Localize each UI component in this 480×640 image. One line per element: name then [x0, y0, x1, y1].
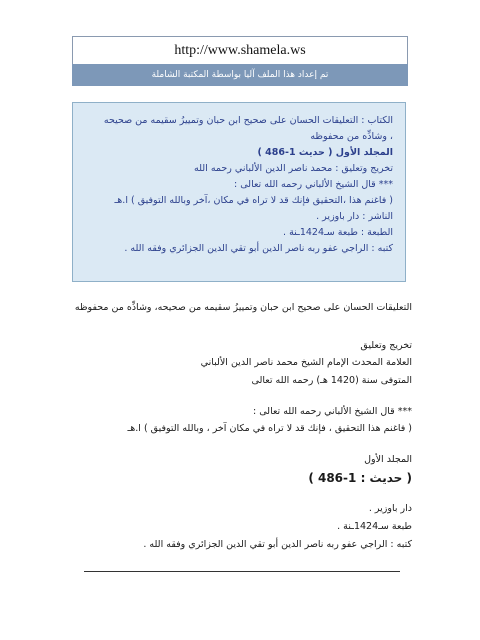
shamela-banner — [72, 64, 408, 86]
book-title: التعليقات الحسان على صحيح ابن حبان وتمييزُ سقيمه من صحيحه، وشاذِّه من محفوظه — [74, 302, 412, 313]
info-quote-intro: *** قال الشيخ الألباني رحمه الله تعالى : — [234, 179, 393, 190]
death-date: المتوفى سنة (1420 هـ) رحمه الله تعالى — [251, 375, 412, 386]
hadith-range: ( حديث : 1-486 ) — [308, 471, 412, 485]
info-author: تخريج وتعليق : محمد ناصر الدين الألباني رحمه الله — [194, 163, 393, 174]
info-compiled-by: كتبه : الراجي عفو ربه ناصر الدين أبو تقي الدين الجزائري وفقه الله . — [124, 243, 393, 254]
bottom-divider — [84, 571, 400, 572]
quote-text: ( فاغنم هذا التحقيق ، فإنك قد لا تراه في مكان آخر ، وبالله التوفيق ) ا.هـ — [127, 423, 412, 434]
source-url[interactable]: http://www.shamela.ws — [174, 43, 306, 58]
volume-label: المجلد الأول — [364, 454, 412, 465]
takhrij-label: تخريج وتعليق — [360, 340, 412, 351]
compiled-by: كتبه : الراجي عفو ربه ناصر الدين أبو تقي الدين الجزائري وفقه الله . — [143, 539, 412, 550]
info-book-title: الكتاب : التعليقات الحسان على صحيح ابن حبان وتمييزُ سقيمه من صحيحه — [103, 115, 393, 126]
info-publisher: الناشر : دار باوزير . — [316, 211, 393, 222]
info-book-title-cont: ، وشاذِّه من محفوظه — [310, 131, 393, 142]
source-url-box — [72, 36, 408, 66]
publisher: دار باوزير . — [368, 503, 412, 514]
banner-text: تم إعداد هذا الملف آليا بواسطة المكتبة الشاملة — [151, 70, 329, 80]
info-volume: المجلد الأول ( حديث 1-486 ) — [257, 147, 393, 158]
quote-intro: *** قال الشيخ الألباني رحمه الله تعالى : — [253, 406, 412, 417]
book-info-box — [72, 102, 406, 282]
info-quote: ( فاغنم هذا ،التحقيق فإنك قد لا تراه في مكان ،آخر وبالله التوفيق ) ا.هـ — [114, 195, 393, 206]
info-edition: الطبعة : طبعة سـ1424ـنة . — [283, 227, 393, 238]
scholar-name: العلامة المحدث الإمام الشيخ محمد ناصر الدين الألباني — [200, 357, 412, 368]
edition: طبعة سـ1424ـنة . — [337, 521, 412, 532]
